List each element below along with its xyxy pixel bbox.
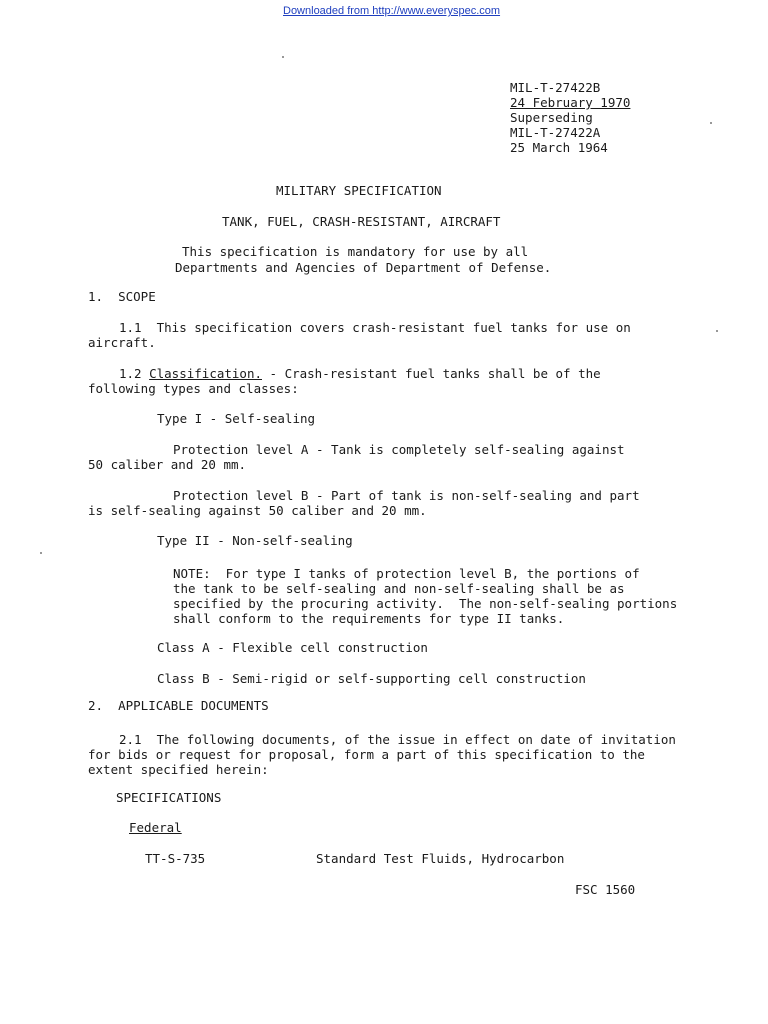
- protection-level-a-line2: 50 caliber and 20 mm.: [88, 457, 247, 472]
- para-1-2-text: - Crash-resistant fuel tanks shall be of the: [262, 366, 601, 381]
- superseded-number: MIL-T-27422A: [510, 125, 601, 140]
- class-a-label: Class A - Flexible cell construction: [157, 640, 428, 655]
- note-line4: shall conform to the requirements for type II tanks.: [173, 611, 565, 626]
- note-line3: specified by the procuring activity. The non-self-sealing portions: [173, 596, 678, 611]
- classification-term: Classification.: [149, 366, 262, 381]
- protection-level-b-line2: is self-sealing against 50 caliber and 20 mm.: [88, 503, 427, 518]
- doc-title-test-fluids: Standard Test Fluids, Hydrocarbon: [316, 851, 565, 866]
- note-line1: NOTE: For type I tanks of protection level B, the portions of: [173, 566, 640, 581]
- superseding-label: Superseding: [510, 110, 593, 125]
- protection-level-a-line1: Protection level A - Tank is completely self-sealing against: [173, 442, 625, 457]
- para-1-1-line1: 1.1 This specification covers crash-resistant fuel tanks for use on: [119, 320, 631, 335]
- mandatory-notice-line1: This specification is mandatory for use by all: [182, 244, 529, 259]
- para-2-1-line3: extent specified herein:: [88, 762, 269, 777]
- scan-speck: [282, 56, 284, 58]
- spec-type-title: MILITARY SPECIFICATION: [276, 183, 442, 198]
- scan-speck: [710, 122, 712, 124]
- para-1-2-line1: [119, 366, 601, 381]
- doc-number: MIL-T-27422B: [510, 80, 601, 95]
- type-1-label: Type I - Self-sealing: [157, 411, 316, 426]
- fsc-code: FSC 1560: [575, 882, 636, 897]
- para-2-1-line2: for bids or request for proposal, form a part of this specification to the: [88, 747, 645, 762]
- section1-heading: 1. SCOPE: [88, 289, 156, 304]
- spec-subject-title: TANK, FUEL, CRASH-RESISTANT, AIRCRAFT: [222, 214, 501, 229]
- para-1-1-line2: aircraft.: [88, 335, 156, 350]
- scan-speck: [716, 330, 718, 332]
- doc-id-tt-s-735: TT-S-735: [145, 851, 206, 866]
- doc-date: 24 February 1970: [510, 95, 631, 110]
- federal-heading: Federal: [129, 820, 182, 835]
- para-1-2-line2: following types and classes:: [88, 381, 299, 396]
- para-2-1-line1: 2.1 The following documents, of the issue in effect on date of invitation: [119, 732, 676, 747]
- scan-speck: [40, 552, 42, 554]
- specifications-heading: SPECIFICATIONS: [116, 790, 222, 805]
- mandatory-notice-line2: Departments and Agencies of Department of Defense.: [175, 260, 552, 275]
- download-source-link[interactable]: Downloaded from http://www.everyspec.com: [283, 5, 501, 17]
- note-line2: the tank to be self-sealing and non-self-sealing shall be as: [173, 581, 625, 596]
- section2-heading: 2. APPLICABLE DOCUMENTS: [88, 698, 269, 713]
- para-1-2-number: 1.2: [119, 366, 142, 381]
- class-b-label: Class B - Semi-rigid or self-supporting cell construction: [157, 671, 586, 686]
- type-2-label: Type II - Non-self-sealing: [157, 533, 353, 548]
- superseded-date: 25 March 1964: [510, 140, 608, 155]
- protection-level-b-line1: Protection level B - Part of tank is non-self-sealing and part: [173, 488, 640, 503]
